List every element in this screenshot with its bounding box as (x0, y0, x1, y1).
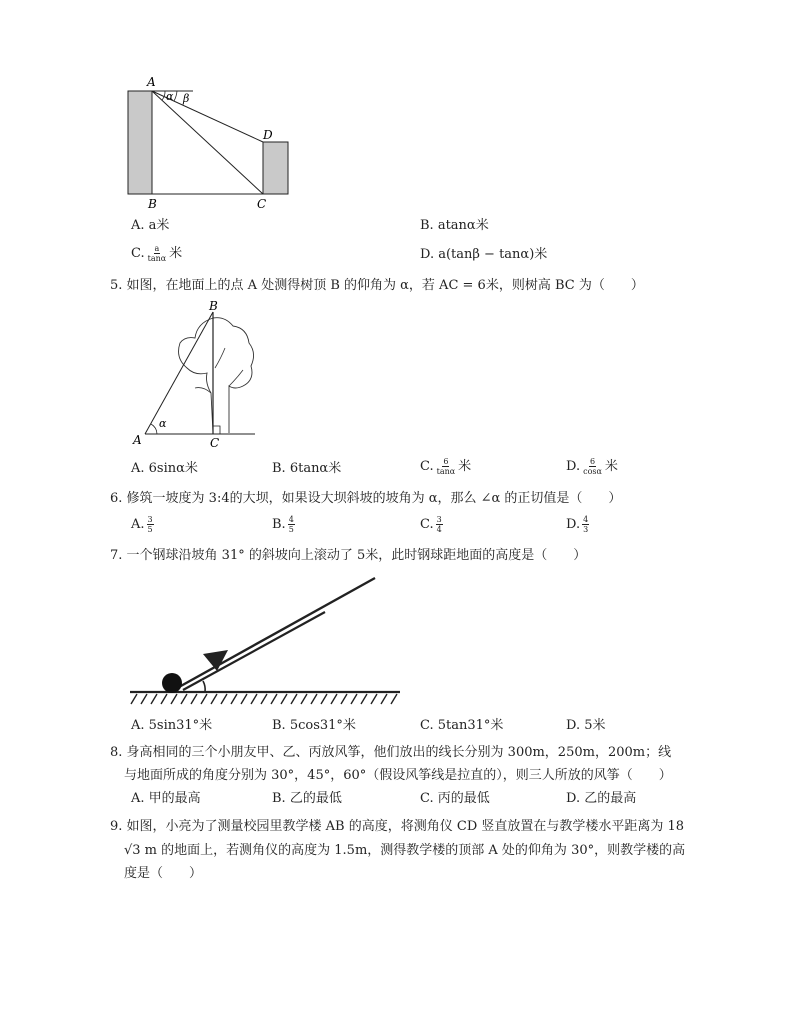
numerator: 6 (443, 457, 449, 466)
building-cd (263, 142, 288, 194)
slope-line (170, 578, 375, 692)
numerator: 3 (147, 515, 153, 524)
q4-option-b[interactable]: B. atanα米 (420, 218, 489, 233)
fraction (288, 515, 295, 534)
fraction (147, 515, 154, 534)
label-b: B (209, 299, 218, 313)
fraction (436, 515, 443, 534)
denominator: tanα (436, 467, 456, 476)
q6-stem: 6. 修筑一坡度为 3:4的大坝，如果设大坝斜坡的坡角为 α，那么 ∠α 的正切值是（ ） (110, 491, 622, 506)
option-suffix: 米 (604, 459, 618, 474)
denominator: tanα (147, 254, 167, 263)
figure-q7 (125, 570, 405, 710)
line-ab (145, 312, 213, 434)
numerator: a (154, 244, 160, 253)
numerator: 3 (436, 515, 442, 524)
denominator: 5 (147, 525, 153, 534)
q7-stem: 7. 一个钢球沿坡角 31° 的斜坡向上滚动了 5米，此时钢球距地面的高度是（ ） (110, 548, 587, 563)
right-angle-mark (213, 426, 220, 434)
q7-option-b[interactable]: B. 5cos31°米 (272, 718, 356, 733)
q5-stem: 5. 如图，在地面上的点 A 处测得树顶 B 的仰角为 α，若 AC = 6米，则树高 BC 为（ ） (110, 278, 644, 293)
tree-branch (195, 348, 243, 393)
fraction (582, 457, 603, 476)
option-prefix: B. (272, 517, 286, 532)
building-ab (128, 91, 152, 194)
q6-option-d[interactable] (566, 515, 591, 534)
label-c: C (257, 197, 267, 211)
angle-arc (203, 681, 205, 692)
denominator: 3 (583, 525, 589, 534)
q8-option-c[interactable]: C. 丙的最低 (420, 791, 490, 806)
q8-stem-line2: 与地面所成的角度分别为 30°，45°，60°（假设风筝线是拉直的），则三人所放的风筝（ ） (124, 768, 672, 783)
denominator: 4 (436, 525, 442, 534)
label-beta: β (183, 92, 190, 105)
option-prefix: C. (420, 459, 434, 474)
label-b: B (148, 197, 157, 211)
label-c: C (210, 436, 220, 450)
label-alpha: α (159, 417, 167, 430)
denominator: cosα (583, 467, 602, 476)
numerator: 4 (583, 515, 589, 524)
q9-stem-line2: √3 m 的地面上，若测角仪的高度为 1.5m，测得教学楼的顶部 A 处的仰角为 30°，则教学楼的高 (124, 843, 686, 858)
line-a-to-c (152, 91, 263, 194)
label-d: D (263, 128, 273, 142)
steel-ball (162, 673, 182, 693)
q7-option-d[interactable]: D. 5米 (566, 718, 606, 733)
label-a: A (133, 433, 142, 447)
q4-option-c[interactable] (131, 244, 182, 263)
label-alpha: α (166, 90, 174, 103)
option-suffix: 米 (458, 459, 472, 474)
q8-stem-line1: 8. 身高相同的三个小朋友甲、乙、丙放风筝，他们放出的线长分别为 300m，250m，200m；线 (110, 745, 672, 760)
figure-q5 (125, 298, 265, 450)
numerator: 4 (288, 515, 294, 524)
fraction (436, 457, 457, 476)
figure-q4 (115, 72, 300, 212)
q8-option-d[interactable]: D. 乙的最高 (566, 791, 637, 806)
option-prefix: C. (131, 246, 145, 261)
q5-option-c[interactable] (420, 457, 471, 476)
option-prefix: A. (131, 517, 145, 532)
q5-option-b[interactable]: B. 6tanα米 (272, 461, 342, 476)
option-prefix: C. (420, 517, 434, 532)
q6-option-c[interactable] (420, 515, 445, 534)
denominator: 5 (288, 525, 294, 534)
q5-option-a[interactable]: A. 6sinα米 (131, 461, 198, 476)
angle-arc-alpha (151, 424, 157, 434)
roll-direction-line (183, 612, 325, 690)
fraction (147, 244, 168, 263)
fraction (582, 515, 589, 534)
option-suffix: 米 (169, 246, 183, 261)
q5-option-d[interactable] (566, 457, 618, 476)
tree-crown (179, 318, 254, 433)
q4-option-d[interactable]: D. a(tanβ − tanα)米 (420, 247, 548, 262)
q4-option-a[interactable]: A. a米 (131, 218, 170, 233)
q7-option-a[interactable]: A. 5sin31°米 (131, 718, 213, 733)
label-a: A (147, 75, 156, 89)
option-prefix: D. (566, 517, 581, 532)
q9-stem-line3: 度是（ ） (124, 866, 203, 881)
q8-option-a[interactable]: A. 甲的最高 (131, 791, 201, 806)
q6-option-b[interactable] (272, 515, 297, 534)
option-prefix: D. (566, 459, 581, 474)
ground-hatching (131, 694, 397, 704)
angle-arc-beta (174, 91, 177, 101)
q7-option-c[interactable]: C. 5tan31°米 (420, 718, 504, 733)
q8-option-b[interactable]: B. 乙的最低 (272, 791, 342, 806)
q9-stem-line1: 9. 如图，小亮为了测量校园里教学楼 AB 的高度，将测角仪 CD 竖直放置在与教学楼水平距离为 18 (110, 819, 685, 834)
numerator: 6 (589, 457, 596, 466)
q6-option-a[interactable] (131, 515, 156, 534)
